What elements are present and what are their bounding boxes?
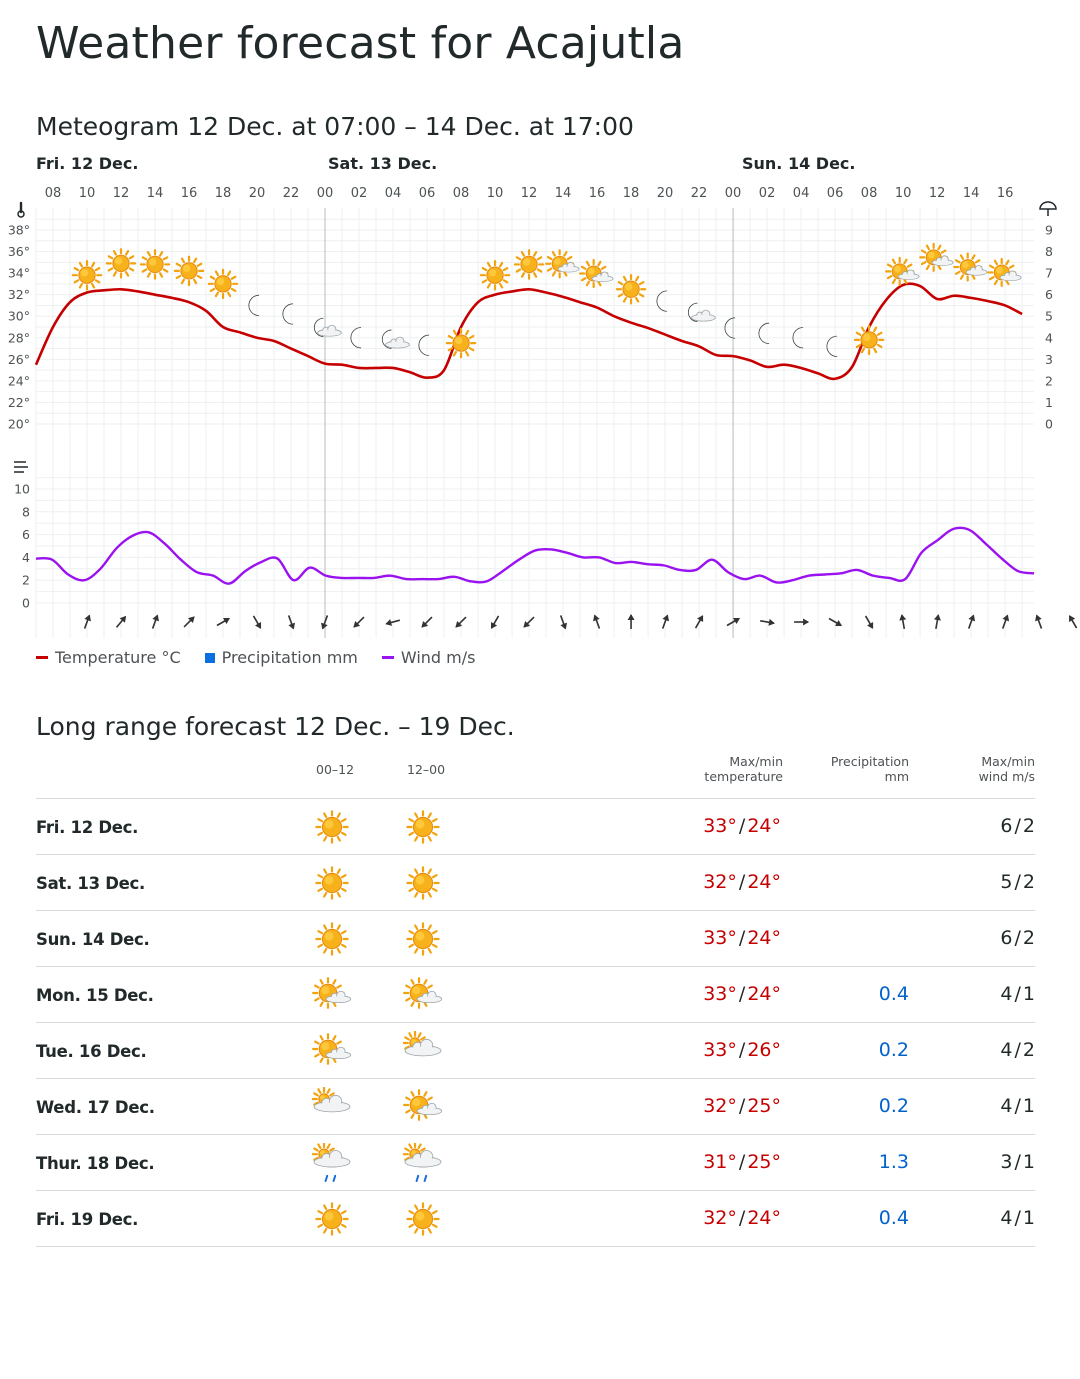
moon-icon	[725, 318, 735, 338]
hour-tick-label: 06	[418, 186, 436, 201]
forecast-day: Sun. 14 Dec.	[36, 930, 150, 949]
legend-temperature-swatch	[36, 656, 48, 659]
max-wind: 3	[1000, 1151, 1013, 1173]
max-min-wind	[1000, 815, 1035, 837]
max-min-wind	[1000, 871, 1035, 893]
min-temperature: 25°	[747, 1151, 781, 1173]
col-header-temperature-line1: Max/min	[729, 754, 783, 769]
col-header-precipitation-line1: Precipitation	[830, 754, 909, 769]
max-temperature: 32°	[703, 1095, 737, 1117]
temperature-axis-label: 26°	[7, 351, 30, 367]
forecast-row[interactable]	[36, 966, 1035, 1023]
max-min-temperature	[703, 1095, 781, 1117]
hour-tick-label: 20	[248, 186, 266, 201]
separator: /	[738, 1095, 746, 1117]
wind-axis-label: 6	[22, 527, 30, 543]
max-wind: 6	[1000, 927, 1013, 949]
hour-tick-label: 10	[486, 186, 504, 201]
precipitation-axis-label: 9	[1045, 222, 1053, 238]
moon-icon	[759, 323, 769, 343]
moon-icon	[827, 336, 837, 356]
sun-icon	[141, 250, 169, 278]
max-wind: 6	[1000, 815, 1013, 837]
temperature-axis-label: 32°	[7, 287, 30, 303]
hour-tick-label: 10	[894, 186, 912, 201]
hour-tick-label: 14	[554, 186, 572, 201]
meteogram-day-label: Sat. 13 Dec.	[328, 154, 438, 173]
legend-temperature	[36, 648, 181, 667]
precipitation-axis-label: 6	[1045, 287, 1053, 303]
hour-tick-label: 12	[112, 186, 130, 201]
wind-series-line	[36, 528, 1034, 584]
precipitation-value: 0.4	[878, 983, 909, 1005]
umbrella-icon	[1040, 202, 1056, 216]
long-range-heading: Long range forecast 12 Dec. – 19 Dec.	[36, 712, 515, 741]
hour-tick-label: 02	[350, 186, 368, 201]
max-wind: 4	[1000, 983, 1013, 1005]
wind-axis-label: 8	[22, 504, 30, 520]
hour-tick-label: 08	[860, 186, 878, 201]
forecast-day: Mon. 15 Dec.	[36, 986, 154, 1005]
precipitation-axis-label: 7	[1045, 265, 1053, 281]
separator: /	[738, 1039, 746, 1061]
meteogram-day-label: Fri. 12 Dec.	[36, 154, 139, 173]
min-temperature: 24°	[747, 815, 781, 837]
precipitation-axis-label: 8	[1045, 244, 1053, 260]
moon-cloud-icon	[382, 330, 409, 348]
separator: /	[738, 983, 746, 1005]
separator: /	[1014, 1151, 1021, 1173]
min-temperature: 26°	[747, 1039, 781, 1061]
col-header-12-00: 12–00	[407, 762, 446, 777]
min-temperature: 24°	[747, 871, 781, 893]
forecast-row[interactable]	[36, 854, 1035, 911]
col-header-precipitation-line2: mm	[884, 769, 909, 784]
table-bottom-divider	[36, 1246, 1035, 1247]
forecast-row[interactable]	[36, 910, 1035, 967]
min-wind: 1	[1022, 1151, 1035, 1173]
hour-tick-label: 16	[180, 186, 198, 201]
precipitation-value: 0.2	[878, 1095, 909, 1117]
forecast-row[interactable]	[36, 1078, 1035, 1135]
sun-icon	[403, 1199, 443, 1239]
separator: /	[1014, 927, 1021, 949]
hour-tick-label: 18	[214, 186, 232, 201]
hour-tick-label: 14	[962, 186, 980, 201]
separator: /	[1014, 1039, 1021, 1061]
min-wind: 2	[1022, 927, 1035, 949]
hour-tick-label: 04	[792, 186, 810, 201]
cloud-sun-icon	[312, 1087, 352, 1127]
precipitation-axis-label: 2	[1045, 373, 1053, 389]
separator: /	[738, 871, 746, 893]
col-header-temperature-line2: temperature	[704, 769, 783, 784]
precipitation-value: 0.2	[878, 1039, 909, 1061]
sun-icon	[312, 1199, 352, 1239]
max-temperature: 33°	[703, 983, 737, 1005]
separator: /	[1014, 983, 1021, 1005]
precipitation-value: 1.3	[878, 1151, 909, 1173]
min-temperature: 25°	[747, 1095, 781, 1117]
temperature-axis-label: 38°	[7, 222, 30, 238]
precipitation-axis-label: 3	[1045, 351, 1053, 367]
wind-icon	[14, 462, 28, 472]
max-min-temperature	[703, 1039, 781, 1061]
forecast-day: Tue. 16 Dec.	[36, 1042, 147, 1061]
col-header-wind-line2: wind m/s	[978, 769, 1035, 784]
legend-precipitation-swatch	[205, 653, 215, 663]
separator: /	[738, 1151, 746, 1173]
sun-icon	[73, 261, 101, 289]
max-temperature: 31°	[703, 1151, 737, 1173]
hour-tick-label: 00	[316, 186, 334, 201]
max-temperature: 33°	[703, 927, 737, 949]
wind-direction-arrow	[628, 614, 635, 629]
forecast-day: Sat. 13 Dec.	[36, 874, 145, 893]
col-header-00-12: 00–12	[316, 762, 355, 777]
hour-tick-label: 18	[622, 186, 640, 201]
wind-axis-label: 4	[22, 549, 30, 565]
separator: /	[738, 815, 746, 837]
min-temperature: 24°	[747, 1207, 781, 1229]
forecast-day: Fri. 12 Dec.	[36, 818, 139, 837]
separator: /	[1014, 815, 1021, 837]
hour-tick-label: 12	[520, 186, 538, 201]
max-min-temperature	[703, 871, 781, 893]
max-min-temperature	[703, 1151, 781, 1173]
meteogram-legend	[36, 648, 475, 667]
temperature-axis-label: 20°	[7, 416, 30, 432]
wind-direction-arrow	[1066, 613, 1080, 629]
precipitation-axis-label: 4	[1045, 330, 1053, 346]
page-title: Weather forecast for Acajutla	[36, 18, 685, 69]
min-wind: 1	[1022, 1095, 1035, 1117]
max-wind: 4	[1000, 1207, 1013, 1229]
forecast-day: Fri. 19 Dec.	[36, 1210, 139, 1229]
max-min-wind	[1000, 1095, 1035, 1117]
cloud-sun-icon	[403, 1031, 443, 1071]
meteogram-heading: Meteogram 12 Dec. at 07:00 – 14 Dec. at 17:00	[36, 112, 634, 141]
max-min-temperature	[703, 815, 781, 837]
forecast-row[interactable]	[36, 1022, 1035, 1079]
sun-icon	[481, 261, 509, 289]
forecast-day: Wed. 17 Dec.	[36, 1098, 155, 1117]
max-temperature: 32°	[703, 871, 737, 893]
min-wind: 2	[1022, 871, 1035, 893]
max-min-temperature	[703, 983, 781, 1005]
max-wind: 4	[1000, 1095, 1013, 1117]
forecast-row[interactable]	[36, 1134, 1035, 1191]
temperature-axis-label: 36°	[7, 244, 30, 260]
legend-precipitation	[205, 648, 358, 667]
hour-tick-label: 22	[690, 186, 708, 201]
legend-wind-label: Wind m/s	[400, 648, 476, 667]
sun-cloud-icon	[403, 975, 443, 1015]
temperature-axis-label: 24°	[7, 373, 30, 389]
temperature-axis-label: 28°	[7, 330, 30, 346]
hour-tick-label: 12	[928, 186, 946, 201]
sun-icon	[312, 807, 352, 847]
hour-tick-label: 22	[282, 186, 300, 201]
moon-icon	[283, 304, 293, 324]
temperature-axis-label: 30°	[7, 308, 30, 324]
separator: /	[1014, 1095, 1021, 1117]
hour-tick-label: 02	[758, 186, 776, 201]
min-temperature: 24°	[747, 927, 781, 949]
wind-axis-label: 0	[22, 595, 30, 611]
forecast-row[interactable]	[36, 1190, 1035, 1247]
max-wind: 4	[1000, 1039, 1013, 1061]
sun-cloud-icon	[312, 1031, 352, 1071]
separator: /	[1014, 1207, 1021, 1229]
hour-tick-label: 20	[656, 186, 674, 201]
sun-icon	[403, 863, 443, 903]
temperature-axis-label: 22°	[7, 394, 30, 410]
max-min-wind	[1000, 1151, 1035, 1173]
max-min-wind	[1000, 1039, 1035, 1061]
rain-sun-icon	[312, 1143, 352, 1183]
legend-wind-swatch	[382, 656, 394, 659]
hour-tick-label: 10	[78, 186, 96, 201]
max-temperature: 32°	[703, 1207, 737, 1229]
min-temperature: 24°	[747, 983, 781, 1005]
hour-tick-label: 08	[44, 186, 62, 201]
max-min-temperature	[703, 927, 781, 949]
sun-icon	[515, 250, 543, 278]
hour-tick-label: 00	[724, 186, 742, 201]
sun-icon	[312, 863, 352, 903]
rain-sun-icon	[403, 1143, 443, 1183]
min-wind: 1	[1022, 983, 1035, 1005]
legend-wind	[382, 648, 476, 667]
min-wind: 2	[1022, 815, 1035, 837]
separator: /	[738, 1207, 746, 1229]
sun-cloud-icon	[403, 1087, 443, 1127]
sun-icon	[617, 275, 645, 303]
sun-icon	[312, 919, 352, 959]
col-header-precipitation	[831, 754, 909, 784]
forecast-row[interactable]	[36, 798, 1035, 855]
hour-tick-label: 16	[996, 186, 1014, 201]
hour-tick-label: 04	[384, 186, 402, 201]
wind-axis-label: 10	[14, 481, 30, 497]
max-min-wind	[1000, 983, 1035, 1005]
sun-icon	[175, 257, 203, 285]
sun-icon	[403, 807, 443, 847]
temperature-axis-label: 34°	[7, 265, 30, 281]
hour-tick-label: 08	[452, 186, 470, 201]
max-wind: 5	[1000, 871, 1013, 893]
separator: /	[738, 927, 746, 949]
precipitation-axis-label: 0	[1045, 416, 1053, 432]
min-wind: 2	[1022, 1039, 1035, 1061]
wind-direction-arrow	[1033, 613, 1045, 629]
max-temperature: 33°	[703, 815, 737, 837]
moon-icon	[657, 291, 667, 311]
sun-icon	[403, 919, 443, 959]
max-temperature: 33°	[703, 1039, 737, 1061]
hour-tick-label: 06	[826, 186, 844, 201]
separator: /	[1014, 871, 1021, 893]
hour-tick-label: 16	[588, 186, 606, 201]
min-wind: 1	[1022, 1207, 1035, 1229]
max-min-wind	[1000, 927, 1035, 949]
precipitation-value: 0.4	[878, 1207, 909, 1229]
hour-tick-label: 14	[146, 186, 164, 201]
forecast-day: Thur. 18 Dec.	[36, 1154, 155, 1173]
max-min-temperature	[703, 1207, 781, 1229]
col-header-wind-line1: Max/min	[981, 754, 1035, 769]
max-min-wind	[1000, 1207, 1035, 1229]
col-header-temperature	[704, 754, 783, 784]
meteogram-chart	[0, 180, 1080, 640]
wind-axis-label: 2	[22, 572, 30, 588]
meteogram-day-label: Sun. 14 Dec.	[742, 154, 856, 173]
precipitation-axis-label: 1	[1045, 394, 1053, 410]
col-header-wind	[979, 754, 1035, 784]
legend-precipitation-label: Precipitation mm	[221, 648, 358, 667]
precipitation-axis-label: 5	[1045, 308, 1053, 324]
sun-cloud-icon	[312, 975, 352, 1015]
sun-icon	[209, 270, 237, 298]
legend-temperature-label: Temperature °C	[55, 648, 181, 667]
